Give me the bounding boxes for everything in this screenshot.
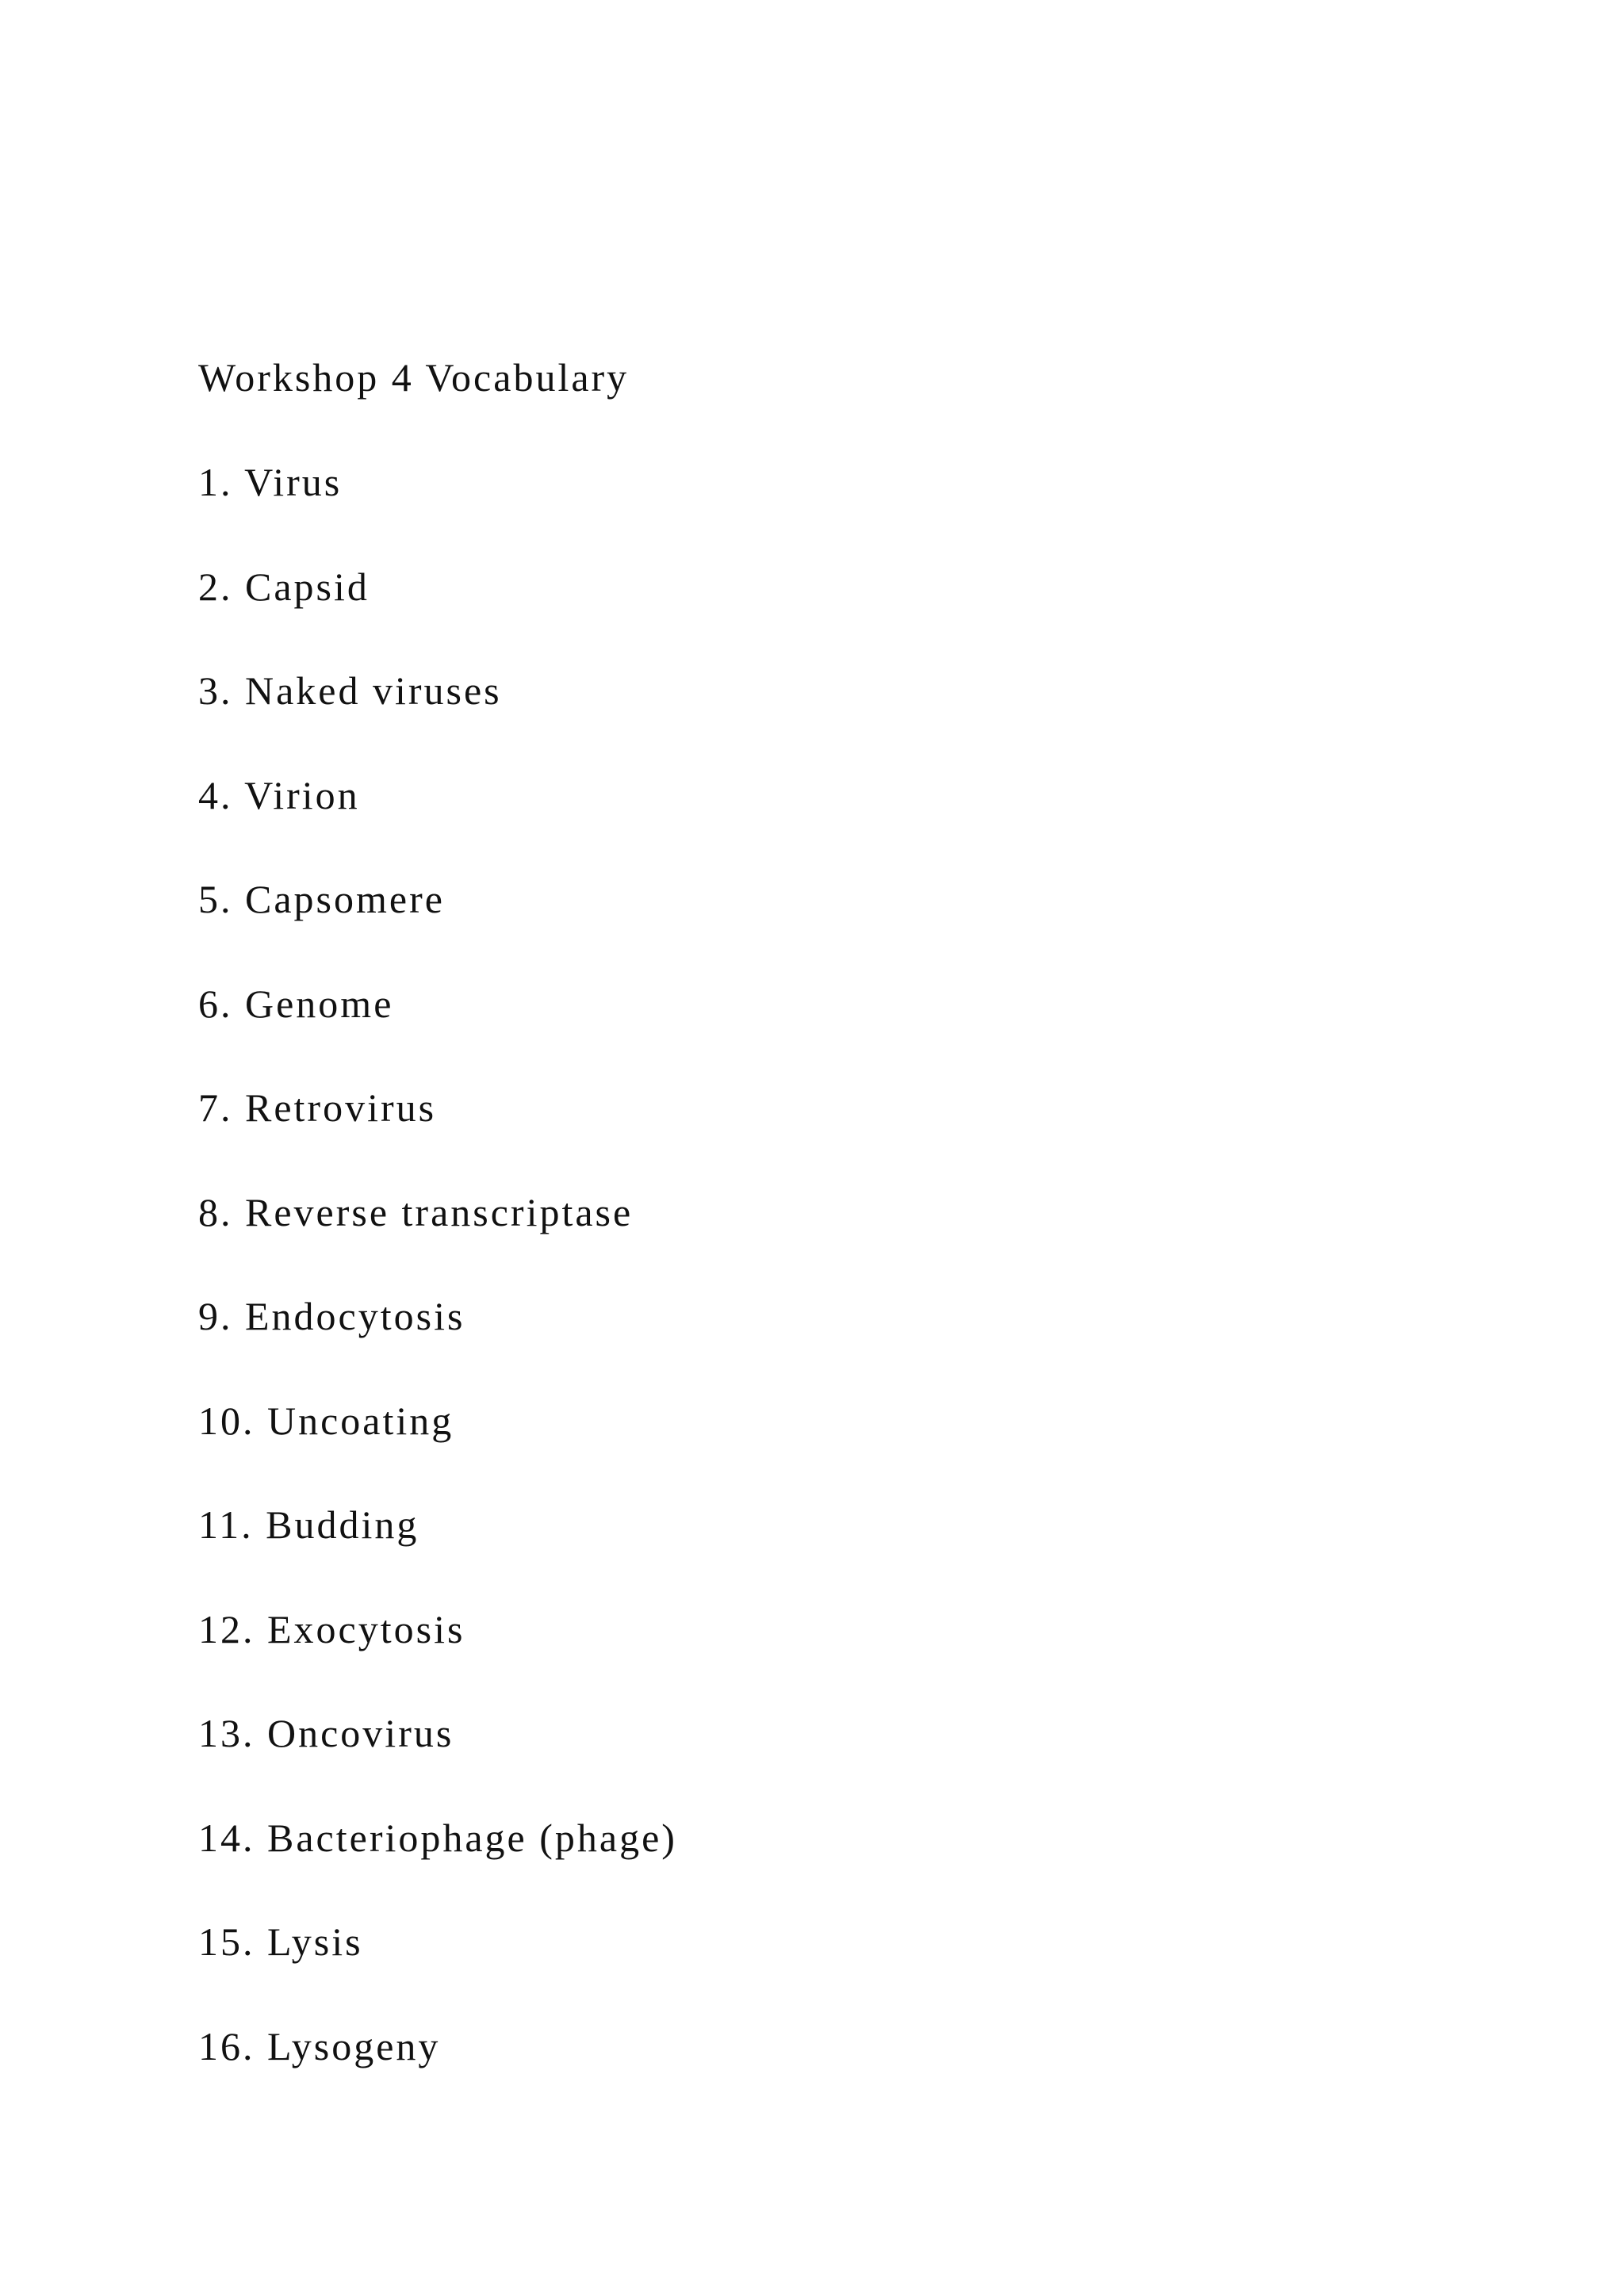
- document-body: [198, 341, 1467, 2114]
- vocab-item: 1. Virus: [198, 460, 343, 504]
- vocab-item: 9. Endocytosis: [198, 1294, 465, 1338]
- vocab-item: 15. Lysis: [198, 1919, 363, 1964]
- vocab-item: 10. Uncoating: [198, 1398, 454, 1443]
- vocabulary-list: [198, 446, 1467, 2114]
- vocab-item: 14. Bacteriophage (phage): [198, 1815, 677, 1860]
- vocab-item: 7. Retrovirus: [198, 1085, 437, 1130]
- vocab-item: 16. Lysogeny: [198, 2023, 441, 2068]
- document-title: Workshop 4 Vocabulary: [198, 355, 630, 400]
- vocab-item: 12. Exocytosis: [198, 1606, 465, 1651]
- vocab-item: 5. Capsomere: [198, 877, 445, 921]
- vocab-item: 8. Reverse transcriptase: [198, 1189, 634, 1234]
- vocab-item: 11. Budding: [198, 1502, 419, 1547]
- vocab-item: 4. Virion: [198, 772, 360, 817]
- vocab-item: 6. Genome: [198, 981, 394, 1026]
- vocab-item: 3. Naked viruses: [198, 668, 502, 713]
- vocab-item: 13. Oncovirus: [198, 1711, 454, 1755]
- vocab-item: 2. Capsid: [198, 564, 370, 609]
